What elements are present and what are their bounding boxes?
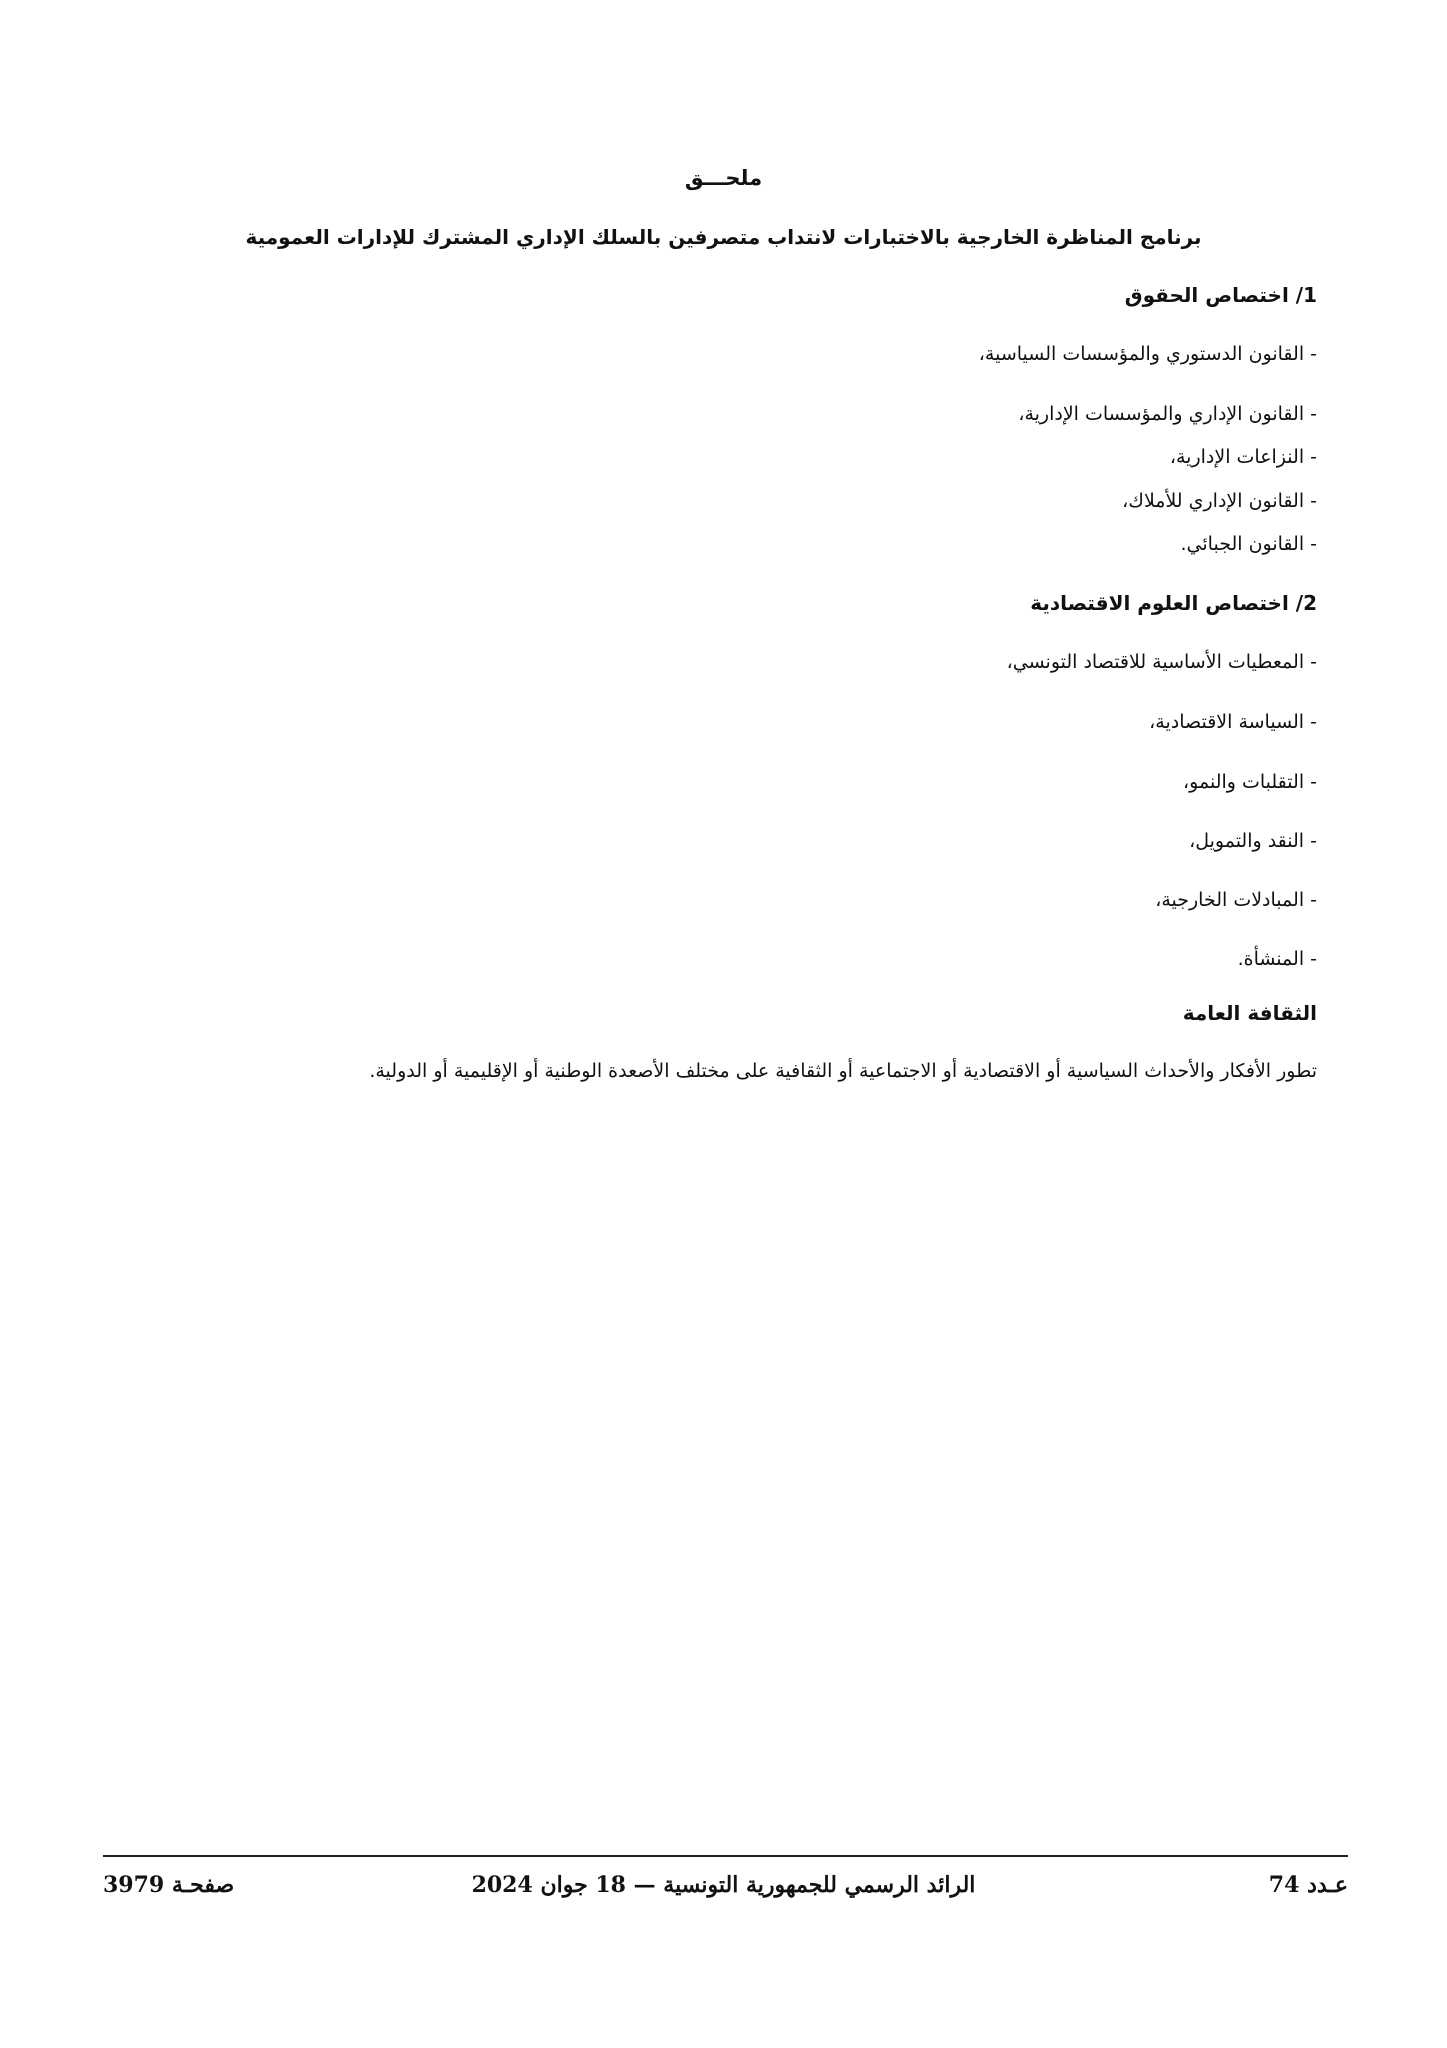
footer-journal-title: الرائد الرسمي للجمهورية التونسية — 18 جوان 2024 [471, 1872, 976, 1898]
annex-title: ملحـــق [684, 166, 763, 190]
list-item: - القانون الجبائي. [1180, 533, 1317, 555]
footer-page-number: صفحـة 3979 [103, 1872, 235, 1898]
list-item: - المنشأة. [1237, 948, 1317, 970]
list-item: - القانون الإداري للأملاك، [1122, 490, 1317, 512]
list-item: - التقلبات والنمو، [1183, 771, 1317, 793]
list-item: - السياسة الاقتصادية، [1149, 711, 1317, 733]
footer-divider [103, 1855, 1348, 1857]
list-item: - القانون الدستوري والمؤسسات السياسية، [978, 343, 1317, 365]
list-item: - المبادلات الخارجية، [1155, 889, 1317, 911]
list-item: - المعطيات الأساسية للاقتصاد التونسي، [1006, 651, 1317, 673]
list-item: - النقد والتمويل، [1189, 830, 1317, 852]
list-item: - القانون الإداري والمؤسسات الإدارية، [1018, 403, 1317, 425]
list-item: - النزاعات الإدارية، [1169, 446, 1317, 468]
section-heading-law: 1/ اختصاص الحقوق [1124, 283, 1317, 307]
program-title: برنامج المناظرة الخارجية بالاختبارات لانتداب متصرفين بالسلك الإداري المشترك للإدارات العمومية [245, 225, 1202, 249]
section-heading-general-culture: الثقافة العامة [1182, 1001, 1317, 1025]
footer-issue-number: عـدد 74 [1268, 1872, 1348, 1898]
general-culture-text: تطور الأفكار والأحداث السياسية أو الاقتصادية أو الاجتماعية أو الثقافية على مختلف الأصعدة الوطنية أو الإقليمية أو الدولية. [369, 1060, 1317, 1082]
section-heading-economics: 2/ اختصاص العلوم الاقتصادية [1030, 591, 1317, 615]
